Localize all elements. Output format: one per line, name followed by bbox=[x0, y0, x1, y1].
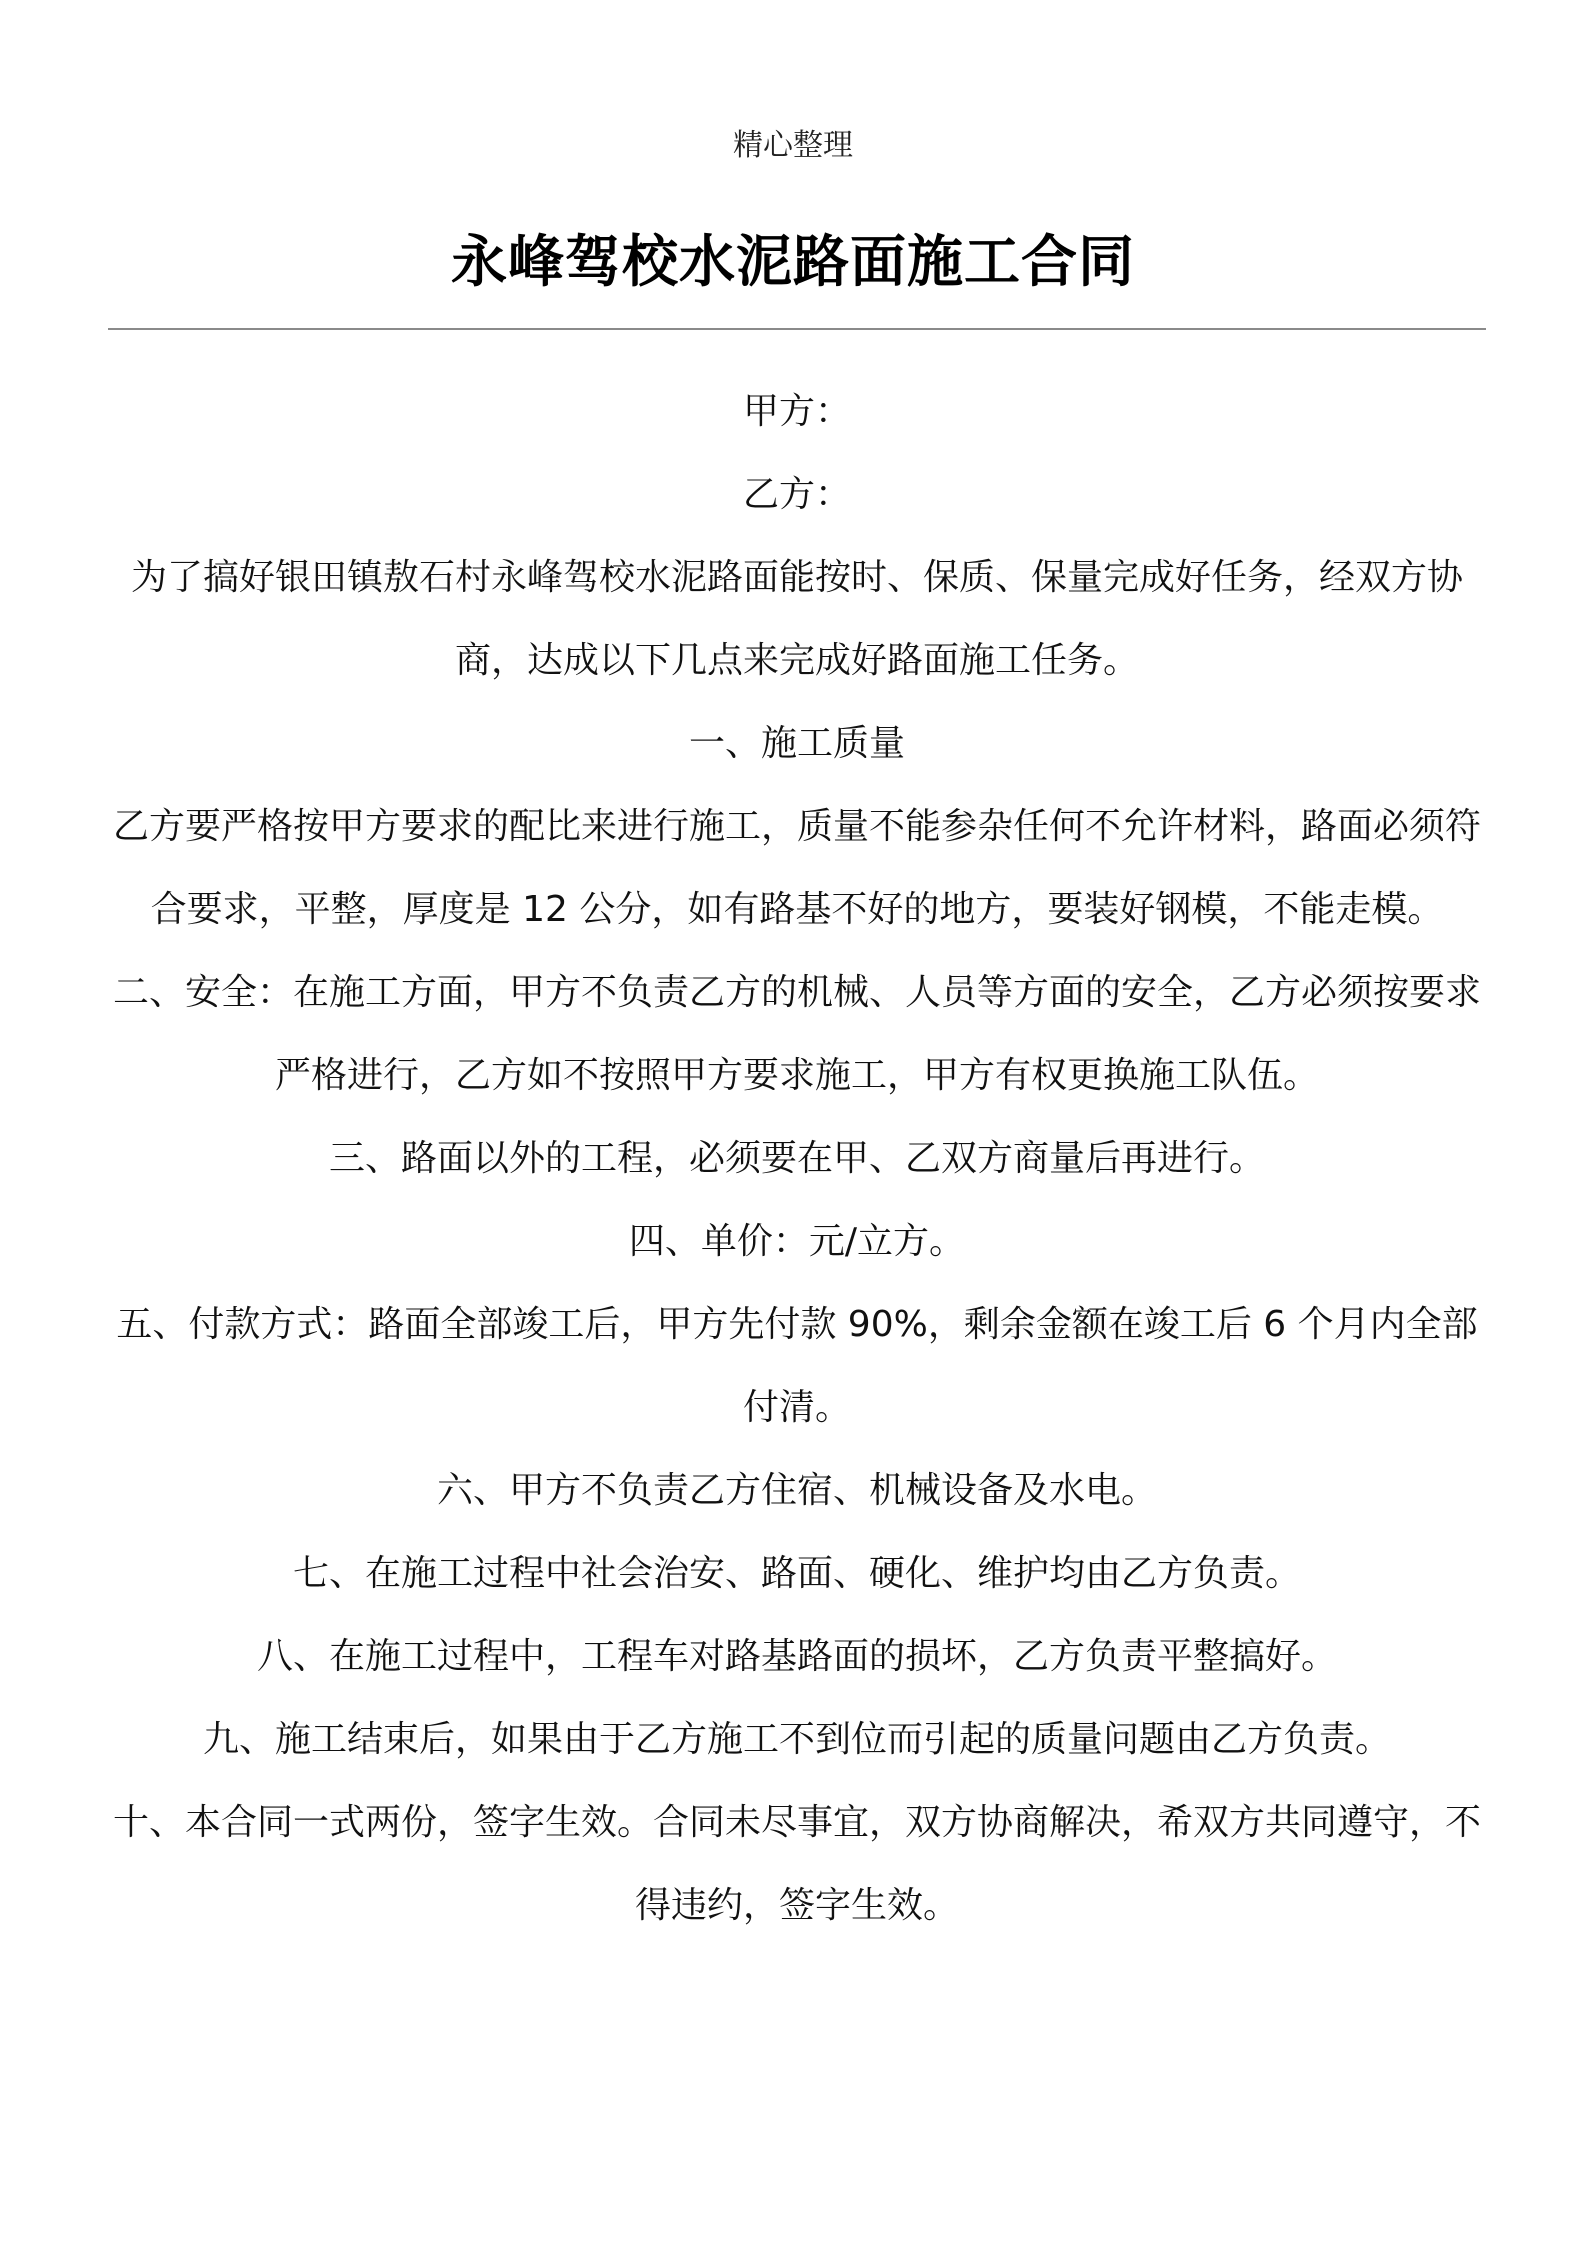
party-b-line: 乙方： bbox=[742, 474, 851, 515]
clause-1-body: 乙方要严格按甲方要求的配比来进行施工，质量不能参杂任何不允许材料，路面必须符合要求，平整，厚度是 12 公分，如有路基不好的地方，要装好钢模，不能走模。 bbox=[112, 806, 1481, 930]
clause-3-extra-works: 三、路面以外的工程，必须要在甲、乙双方商量后再进行。 bbox=[328, 1138, 1265, 1179]
title-divider bbox=[108, 328, 1486, 330]
clause-2-safety: 二、安全：在施工方面，甲方不负责乙方的机械、人员等方面的安全，乙方必须按要求严格进行，乙方如不按照甲方要求施工，甲方有权更换施工队伍。 bbox=[112, 972, 1481, 1096]
clause-4-unit-price: 四、单价：元/立方。 bbox=[628, 1221, 966, 1262]
party-a-line: 甲方： bbox=[742, 391, 851, 432]
contract-body bbox=[108, 370, 1486, 1947]
clause-1-heading: 一、施工质量 bbox=[688, 723, 905, 764]
preamble-paragraph: 为了搞好银田镇敖石村永峰驾校水泥路面能按时、保质、保量完成好任务，经双方协商，达成以下几点来完成好路面施工任务。 bbox=[130, 557, 1463, 681]
clause-8-damage: 八、在施工过程中，工程车对路基路面的损坏，乙方负责平整搞好。 bbox=[256, 1636, 1337, 1677]
page-header: 精心整理 bbox=[733, 128, 853, 163]
clause-7-responsibility: 七、在施工过程中社会治安、路面、硬化、维护均由乙方负责。 bbox=[292, 1553, 1301, 1594]
clause-10-copies: 十、本合同一式两份，签字生效。合同未尽事宜，双方协商解决，希双方共同遵守，不得违约，签字生效。 bbox=[112, 1802, 1481, 1926]
document-title: 永峰驾校水泥路面施工合同 bbox=[451, 230, 1135, 295]
clause-9-quality: 九、施工结束后，如果由于乙方施工不到位而引起的质量问题由乙方负责。 bbox=[202, 1719, 1391, 1760]
clause-6-accommodation: 六、甲方不负责乙方住宿、机械设备及水电。 bbox=[436, 1470, 1157, 1511]
clause-5-payment: 五、付款方式：路面全部竣工后，甲方先付款 90%，剩余金额在竣工后 6 个月内全部付清。 bbox=[116, 1304, 1478, 1428]
